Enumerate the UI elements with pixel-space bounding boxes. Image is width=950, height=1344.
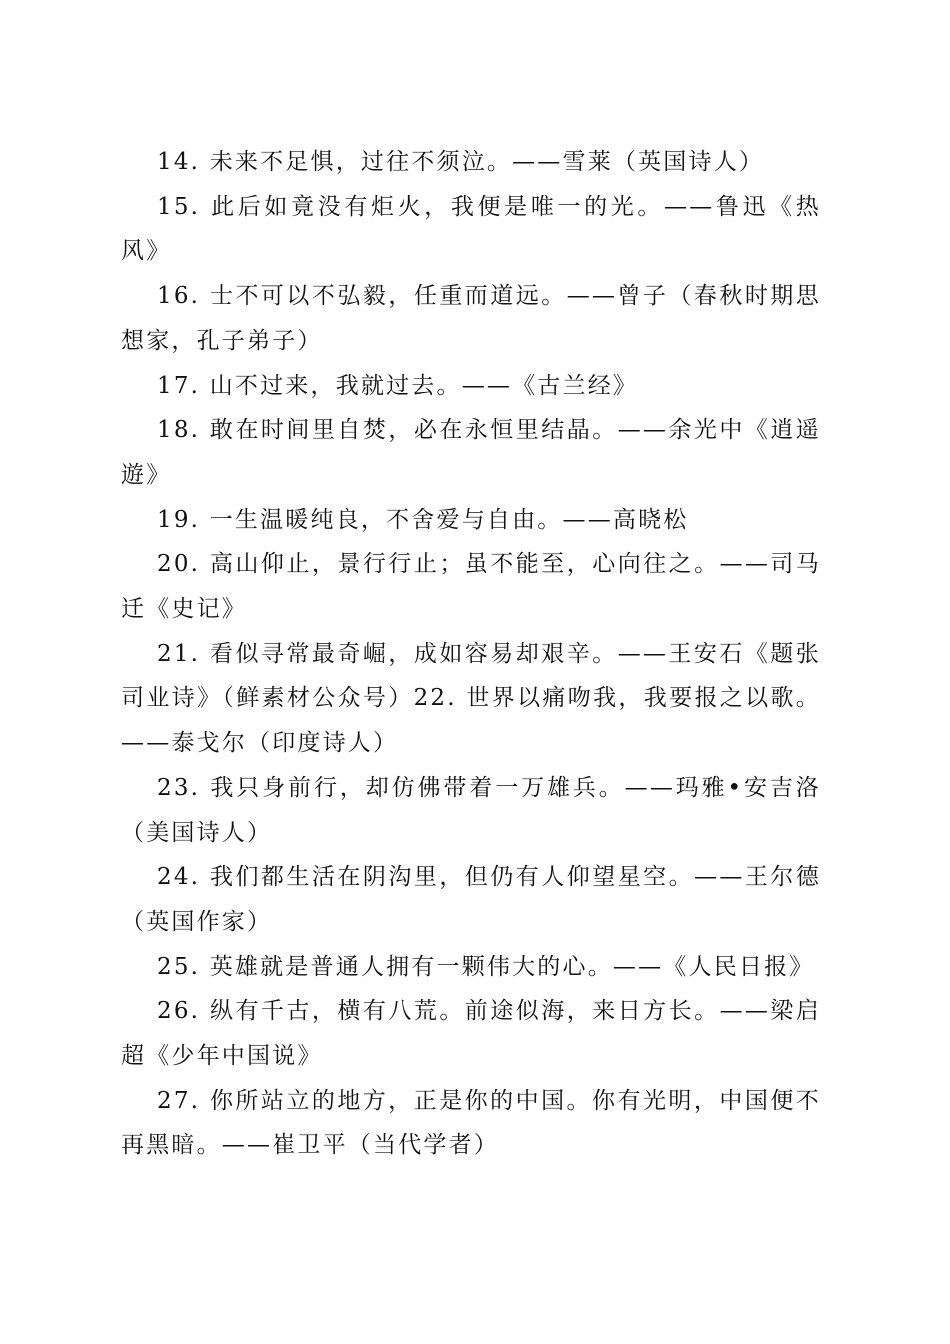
- quote-23: 23. 我只身前行，却仿佛带着一万雄兵。——玛雅•安吉洛（美国诗人）: [121, 774, 821, 846]
- quote-27: 27. 你所站立的地方，正是你的中国。你有光明，中国便不再黑暗。——崔卫平（当代学者）: [121, 1087, 821, 1159]
- quote-15: 15. 此后如竟没有炬火，我便是唯一的光。——鲁迅《热风》: [121, 193, 821, 265]
- quote-16: 16. 士不可以不弘毅，任重而道远。——曾子（春秋时期思想家，孔子弟子）: [121, 283, 821, 354]
- quote-24: 24. 我们都生活在阴沟里，但仍有人仰望星空。——王尔德（英国作家）: [121, 864, 821, 935]
- quote-19: 19. 一生温暖纯良，不舍爱与自由。——高晓松: [157, 506, 689, 533]
- quote-list: [121, 140, 821, 1168]
- quote-18: 18. 敢在时间里自焚，必在永恒里结晶。——余光中《逍遥遊》: [121, 417, 821, 488]
- quote-20: 20. 高山仰止，景行行止；虽不能至，心向往之。——司马迁《史记》: [121, 551, 821, 623]
- quote-21-22: 21. 看似寻常最奇崛，成如容易却艰辛。——王安石《题张司业诗》（鲜素材公众号）22. 世界以痛吻我，我要报之以歌。——泰戈尔（印度诗人）: [121, 640, 821, 757]
- quote-17: 17. 山不过来，我就过去。——《古兰经》: [157, 372, 639, 399]
- quote-14: 14. 未来不足惧，过往不须泣。——雪莱（英国诗人）: [157, 149, 765, 175]
- quote-26: 26. 纵有千古，横有八荒。前途似海，来日方长。——梁启超《少年中国说》: [121, 998, 821, 1070]
- quote-25: 25. 英雄就是普通人拥有一颗伟大的心。——《人民日报》: [157, 953, 815, 980]
